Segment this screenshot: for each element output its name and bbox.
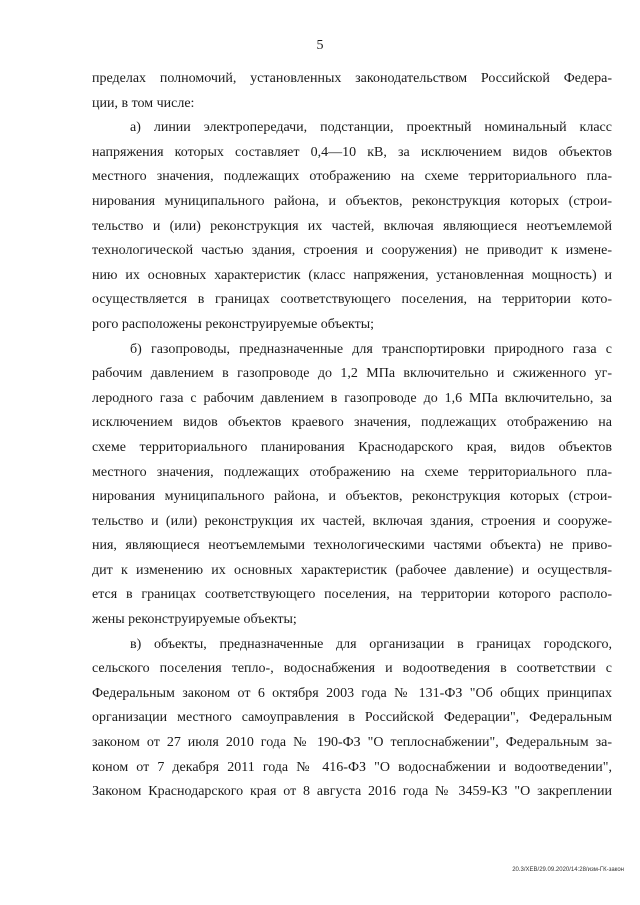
text-line: рабочим давлением в газопроводе до 1,2 МПа включительно и сжиженного уг- (92, 366, 612, 382)
text-line: нирования муниципального района, и объектов, реконструкция которых (строи- (92, 193, 612, 209)
text-line: жены реконструируемые объекты; (92, 612, 297, 628)
text-line: законом от 27 июля 2010 года № 190-ФЗ "О теплоснабжении", Федеральным за- (92, 735, 612, 751)
text-line: леродного газа с рабочим давлением в газопроводе до 1,6 МПа включительно, за (92, 390, 612, 406)
text-line: коном от 7 декабря 2011 года № 416-ФЗ "О водоснабжении и водоотведении", (92, 759, 612, 775)
text-line: пределах полномочий, установленных законодательством Российской Федера- (92, 71, 612, 86)
text-line: б) газопроводы, предназначенные для транспортировки природного газа с (130, 341, 612, 357)
text-line: нирования муниципального района, и объектов, реконструкция которых (строи- (92, 489, 612, 505)
text-line: Законом Краснодарского края от 8 августа 2016 года № 3459-КЗ "О закреплении (92, 784, 612, 800)
document-body (92, 67, 612, 805)
text-line: осуществляется в границах соответствующего поселения, на территории кото- (92, 292, 612, 308)
text-line: тельство и (или) реконструкция их частей, включая являющиеся неотъемлемой (92, 218, 612, 234)
text-line: ции, в том числе: (92, 95, 195, 111)
text-line: в) объекты, предназначенные для организации в границах городского, (130, 636, 612, 652)
page-number: 5 (316, 38, 324, 53)
text-line: тельство и (или) реконструкция их частей, включая здания, строения и сооруже- (92, 513, 612, 529)
text-line: нию их основных характеристик (класс напряжения, установленная мощность) и (92, 267, 612, 283)
text-line: схеме территориального планирования Краснодарского края, видов объектов (92, 439, 612, 455)
text-line: исключением видов объектов краевого значения, подлежащих отображению на (92, 415, 612, 431)
text-line: сельского поселения тепло-, водоснабжения и водоотведения в соответствии с (92, 661, 612, 677)
text-line: рого расположены реконструируемые объекты; (92, 316, 375, 332)
text-line: технологической частью здания, строения и сооружения) не приводит к измене- (92, 243, 612, 259)
text-line: ния, являющиеся неотъемлемыми технологическими частями объекта) не приво- (92, 538, 612, 554)
document-footer-code: 20.3/ХЕВ/29.09.2020/14:28/изм-ГК-закон (512, 867, 624, 873)
text-line: организации местного самоуправления в Российской Федерации", Федеральным (92, 710, 612, 726)
text-line: местного значения, подлежащих отображению на схеме территориального пла- (92, 464, 612, 480)
text-line: ется в границах соответствующего поселения, на территории которого располо- (92, 587, 612, 603)
text-line: дит к изменению их основных характеристик (рабочее давление) и осуществля- (92, 562, 612, 578)
text-line: Федеральным законом от 6 октября 2003 года № 131-ФЗ "Об общих принципах (92, 685, 612, 701)
text-line: напряжения которых составляет 0,4—10 кВ, за исключением видов объектов (92, 144, 612, 160)
text-line: местного значения, подлежащих отображению на схеме территориального пла- (92, 169, 612, 185)
text-line: а) линии электропередачи, подстанции, проектный номинальный класс (130, 120, 612, 136)
